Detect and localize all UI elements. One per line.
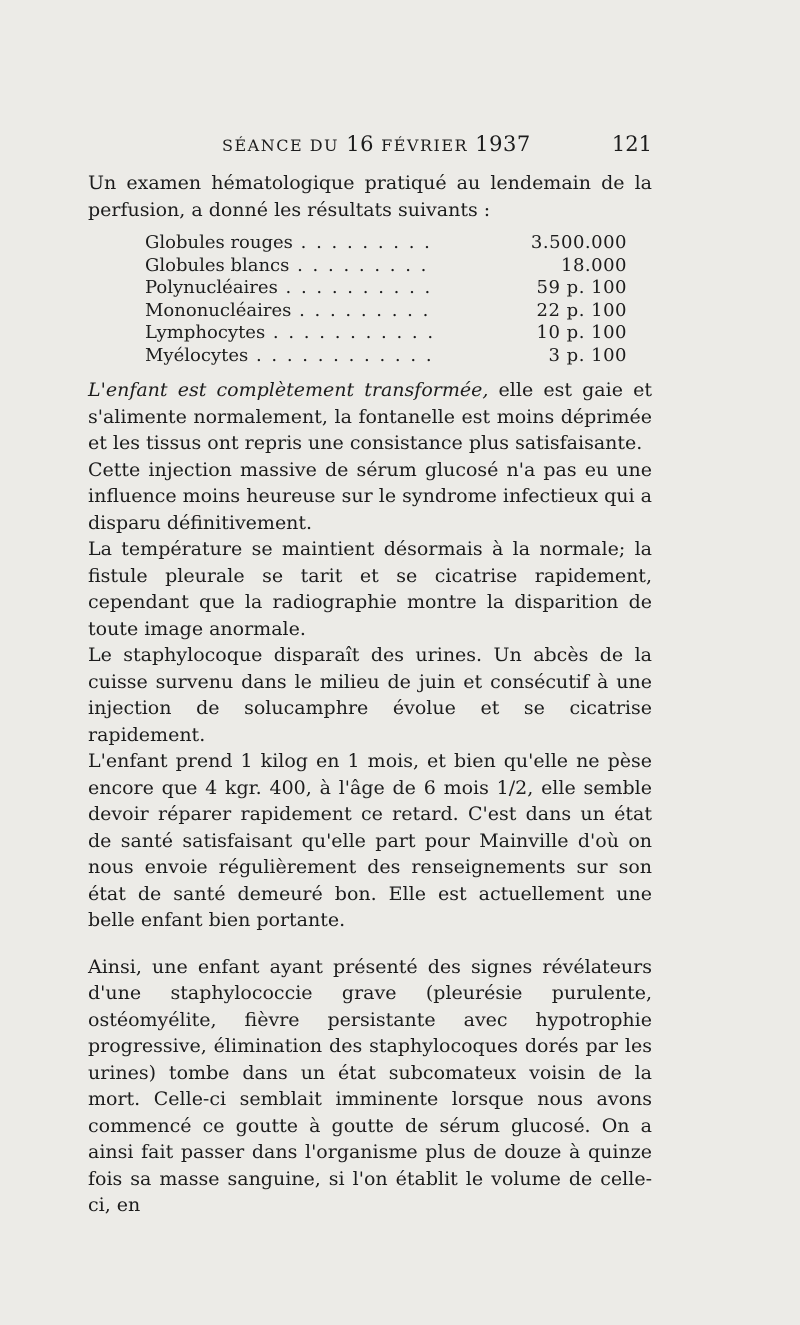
result-label: Polynucléaires . . .: [145, 277, 435, 300]
result-row: [145, 300, 627, 323]
result-value: 18.000: [561, 254, 627, 276]
result-value: 22 p. 100: [536, 299, 627, 321]
result-row: [145, 345, 627, 368]
running-head: [222, 132, 531, 156]
paragraph-text: elle est gaie et s'alimente normalement, la fontanelle est moins déprimée et les tissus ont repris une consistance plus satisfaisante.: [88, 379, 652, 454]
paragraph-weight: L'enfant prend 1 kilog en 1 mois, et bien qu'elle ne pèse encore que 4 kgr. 400, à l'âge de 6 mois 1/2, elle semble devoir réparer rapidement ce retard. C'est dans un état de santé satisfaisant qu'elle part pour Mainville d'où on nous envoie régulièrement des renseignements sur son état de santé demeuré bon. Elle est actuellement une belle enfant bien portante.: [88, 750, 652, 931]
page-number: 121: [611, 132, 652, 156]
section-gap: [88, 934, 652, 954]
paragraph-infection: Cette injection massive de sérum glucosé n'a pas eu une influence moins heureuse sur le syndrome infectieux qui a disparu définitivement.: [88, 458, 652, 534]
result-value: 3.500.000: [530, 232, 627, 253]
running-head-prefix: SÉANCE DU: [222, 136, 340, 155]
paragraph-summary: Ainsi, une enfant ayant présenté des signes révélateurs d'une staphylococcie grave (pleurésie purulente, ostéomyélite, fièvre persistante avec hypotrophie progressive, élimination des staphylocoques dorés par les urines) tombe dans un état subcomateux voisin de la mort. Celle-ci semblait imminente lorsque nous avons commencé ce goutte à goutte de sérum glucosé. On a ainsi fait passer dans l'organisme plus de douze à quinze fois sa masse sanguine, si l'on établit le volume de celle-ci, en: [88, 955, 652, 1216]
italic-lead: L'enfant est complètement transformée,: [88, 379, 489, 401]
body-text: [88, 170, 652, 1219]
result-label: Lymphocytes . . .: [145, 322, 435, 345]
page-header: [88, 130, 652, 160]
results-table: [145, 232, 627, 367]
result-label: Myélocytes . . .: [145, 345, 435, 368]
result-value: 59 p. 100: [536, 277, 627, 298]
result-row: [145, 277, 627, 300]
result-row: [145, 255, 627, 278]
paragraph-temperature: La température se maintient désormais à la normale; la fistule pleurale se tarit et se cicatrise rapidement, cependant que la radiographie montre la disparition de toute image anormale.: [88, 538, 652, 640]
paragraph-staphylococcus: Le staphylocoque disparaît des urines. Un abcès de la cuisse survenu dans le milieu de juin et consécutif à une injection de solucamphre évolue et se cicatrise rapidement.: [88, 644, 652, 746]
result-row: [145, 232, 627, 255]
result-label: Mononucléaires . . .: [145, 300, 435, 323]
paragraph-transformation: [88, 377, 652, 457]
running-head-day: 16: [346, 132, 374, 156]
result-value: 3 p. 100: [548, 344, 627, 366]
result-label: Globules blancs . . .: [145, 255, 435, 278]
running-head-month: FÉVRIER: [381, 136, 469, 155]
result-row: [145, 322, 627, 345]
intro-paragraph: Un examen hématologique pratiqué au lendemain de la perfusion, a donné les résultats suivants :: [88, 172, 652, 221]
result-value: 10 p. 100: [536, 322, 627, 343]
running-head-year: 1937: [475, 132, 531, 156]
result-label: Globules rouges . . .: [145, 232, 435, 255]
